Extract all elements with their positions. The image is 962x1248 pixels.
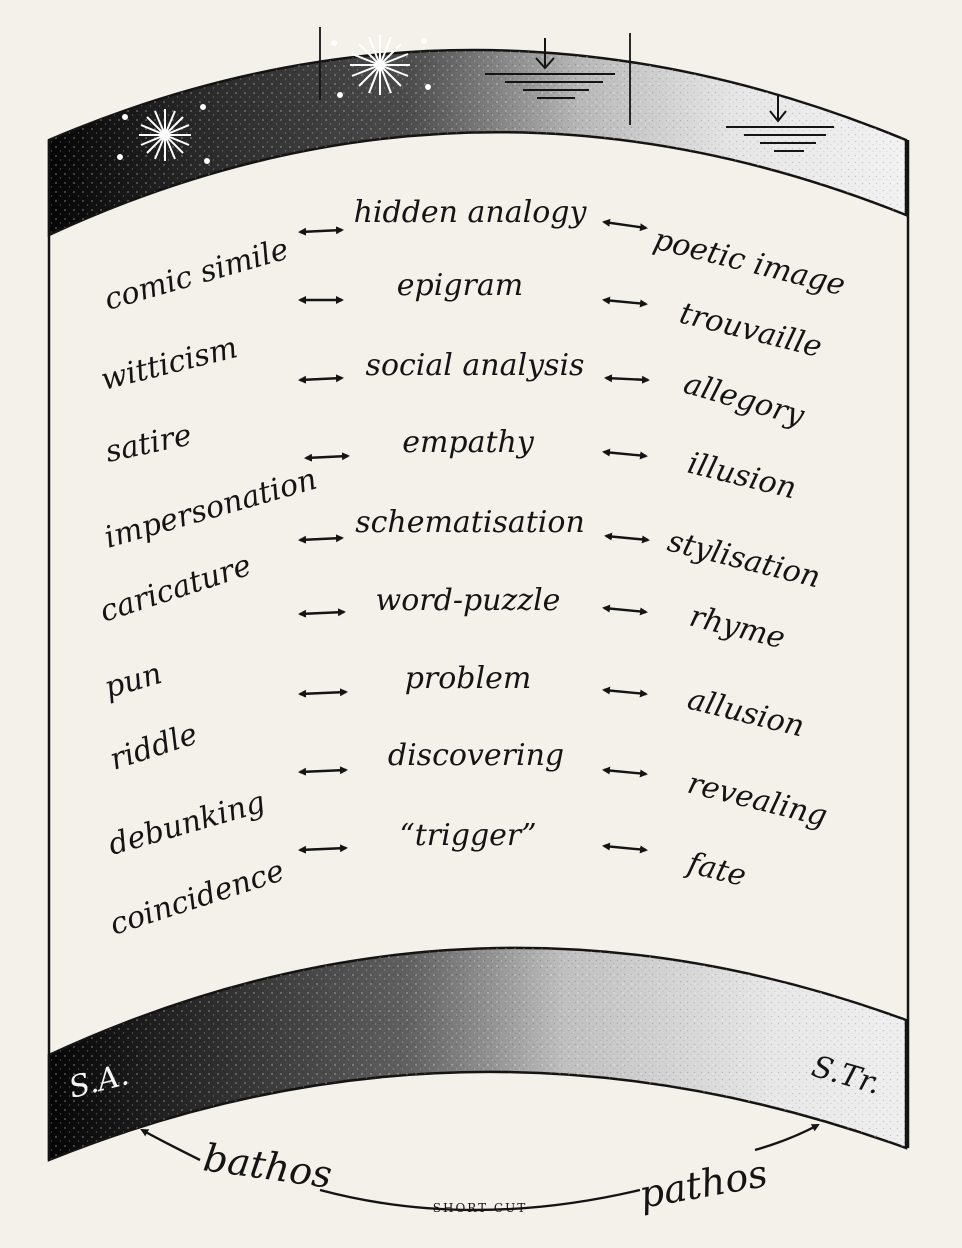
right-double-arrow (604, 770, 646, 774)
middle-concept: epigram (396, 268, 524, 303)
middle-concept: word-puzzle (375, 583, 561, 618)
right-concept: stylisation (664, 523, 824, 596)
middle-concept: problem (404, 661, 532, 696)
right-double-arrow (604, 222, 646, 228)
right-concept: rhyme (686, 598, 789, 657)
right-double-arrow (604, 452, 646, 456)
middle-concept: hidden analogy (353, 195, 587, 230)
left-double-arrow (300, 692, 346, 694)
right-concept: allegory (679, 366, 809, 434)
middle-concept: schematisation (355, 505, 585, 540)
right-double-arrow (606, 378, 648, 380)
right-concept: allusion (684, 681, 808, 745)
right-concept: poetic image (650, 221, 849, 304)
footer-left-label: bathos (200, 1135, 335, 1197)
left-concept: riddle (105, 716, 202, 778)
left-concept: comic simile (100, 231, 293, 318)
band-label-right: S.Tr. (807, 1049, 885, 1102)
bottom-band (49, 948, 906, 1160)
band-label-left: S.A. (65, 1057, 133, 1106)
left-concept: debunking (104, 784, 270, 863)
right-concept: illusion (684, 445, 800, 507)
left-concept: caricature (95, 547, 256, 630)
middle-concept: discovering (387, 738, 565, 773)
left-double-arrow (300, 538, 342, 540)
left-double-arrow (300, 230, 342, 232)
left-double-arrow (306, 456, 348, 458)
left-concept: impersonation (100, 461, 321, 556)
right-concept: trouvaille (676, 295, 826, 365)
right-double-arrow (606, 536, 648, 540)
right-double-arrow (604, 846, 646, 850)
footer-right-label: pathos (635, 1151, 771, 1217)
right-concept: fate (684, 845, 750, 894)
bathos-arrow (142, 1130, 200, 1160)
left-double-arrow (300, 612, 344, 614)
middle-concept: empathy (402, 425, 534, 460)
pathos-arrow (755, 1125, 818, 1150)
middle-concept: social analysis (365, 348, 585, 383)
right-concept: revealing (684, 765, 831, 835)
left-concept: satire (102, 417, 195, 470)
left-concept: pun (100, 656, 166, 706)
middle-concept: “trigger” (399, 818, 537, 853)
right-double-arrow (604, 608, 646, 612)
concept-rows (96, 195, 849, 943)
left-double-arrow (300, 770, 346, 772)
left-concept: witticism (97, 330, 242, 398)
right-double-arrow (604, 300, 646, 304)
left-double-arrow (300, 378, 342, 380)
footer-center-label: SHORT CUT (432, 1201, 528, 1215)
left-double-arrow (300, 848, 346, 850)
right-double-arrow (604, 690, 646, 694)
left-concept: coincidence (105, 853, 289, 943)
